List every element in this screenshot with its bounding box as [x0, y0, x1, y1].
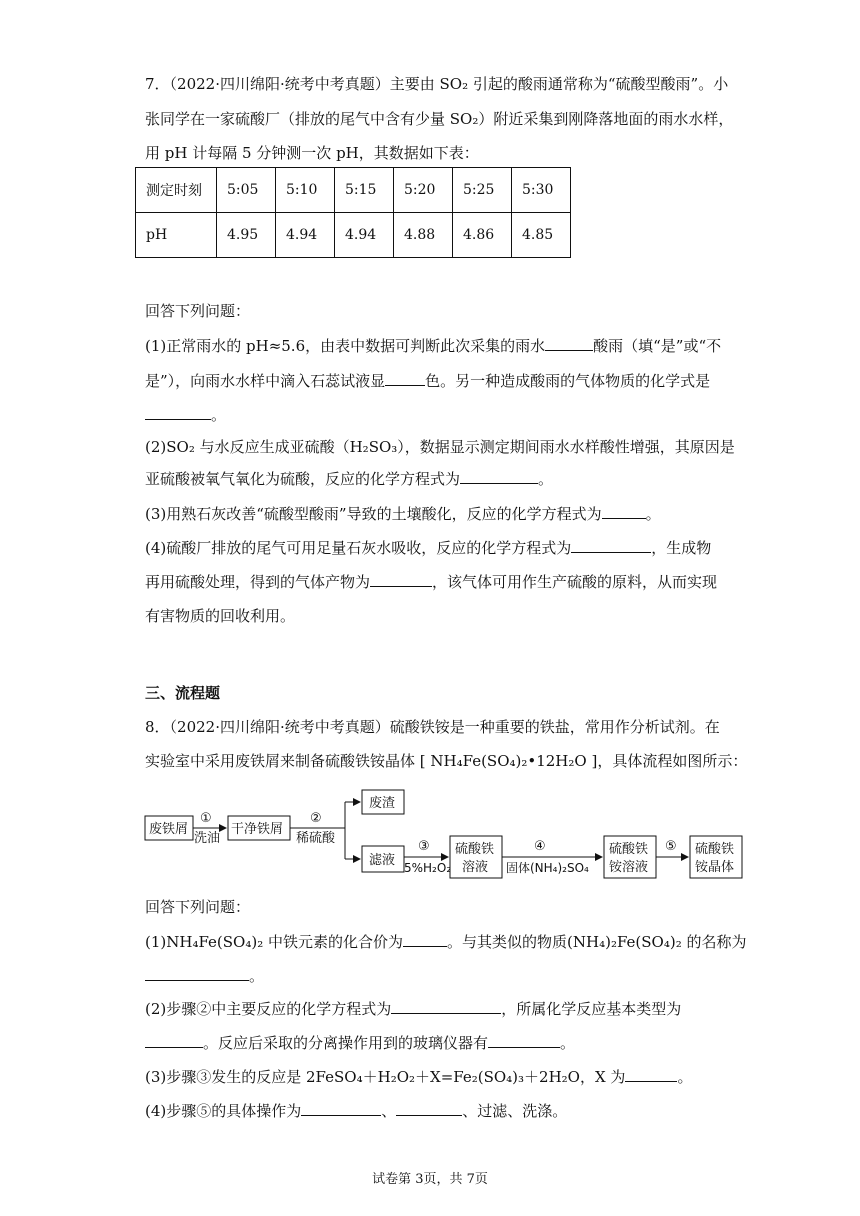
- q8-p2-d: 。: [560, 1034, 576, 1052]
- answer-blank[interactable]: [488, 1032, 560, 1048]
- q7-p1-d: 色。另一种造成酸雨的气体物质的化学式是: [425, 372, 711, 390]
- table-cell: 5:20: [394, 168, 453, 213]
- q7-p4-c: 再用硫酸处理，得到的气体产物为: [145, 573, 371, 591]
- q8-p3-a: (3)步骤③发生的反应是 2FeSO₄＋H₂O₂＋X=Fe₂(SO₄)₃＋2H₂O，X 为: [145, 1068, 626, 1086]
- q7-p2-a: (2)SO₂ 与水反应生成亚硫酸（H₂SO₃），数据显示测定期间雨水水样酸性增强，其原因是: [145, 438, 735, 456]
- q7-p3-a: (3)用熟石灰改善“硫酸型酸雨”导致的土壤酸化，反应的化学方程式为: [145, 505, 602, 523]
- q8-p1-b: 。与其类似的物质(NH₄)₂Fe(SO₄)₂ 的名称为: [447, 933, 747, 951]
- flow-step-number: ④: [534, 839, 546, 854]
- flow-step-label: 固体(NH₄)₂SO₄: [506, 861, 589, 875]
- answer-blank[interactable]: [145, 1032, 203, 1048]
- answer-blank[interactable]: [625, 1066, 677, 1082]
- flow-step-label: 洗油: [194, 831, 221, 846]
- table-cell: 5:30: [512, 168, 571, 213]
- table-cell: 测定时刻: [136, 168, 217, 213]
- q8-p4-b: 、: [381, 1102, 397, 1120]
- q8-p4-a: (4)步骤⑤的具体操作为: [145, 1102, 302, 1120]
- flow-step-number: ③: [418, 839, 430, 854]
- q7-p4-b: ，生成物: [651, 539, 712, 557]
- answer-blank[interactable]: [145, 965, 249, 981]
- q7-p1-e: 。: [211, 406, 227, 424]
- flow-box-label: 硫酸铁: [455, 842, 495, 857]
- q8-p1-a: (1)NH₄Fe(SO₄)₂ 中铁元素的化合价为: [145, 933, 404, 951]
- flow-box-label: 铵溶液: [609, 860, 649, 875]
- q8-part1-line2: [145, 965, 264, 987]
- q8-part2-line2: [145, 1032, 575, 1054]
- q7-p1-a: (1)正常雨水的 pH≈5.6，由表中数据可判断此次采集的雨水: [145, 337, 546, 355]
- flow-step-label: 5%H₂O₂: [404, 861, 452, 875]
- q8-p2-c: 。反应后采取的分离操作用到的玻璃仪器有: [203, 1034, 489, 1052]
- flow-step-number: ⑤: [665, 839, 677, 854]
- flow-step-label: 稀硫酸: [296, 831, 336, 846]
- table-cell: 4.94: [276, 213, 335, 258]
- q7-line3: 用 pH 计每隔 5 分钟测一次 pH，其数据如下表：: [145, 144, 479, 162]
- flow-step-number: ①: [200, 811, 212, 826]
- q8-p2-b: ，所属化学反应基本类型为: [501, 1000, 682, 1018]
- flow-step-number: ②: [310, 811, 322, 826]
- table-cell: 4.85: [512, 213, 571, 258]
- q7-p4-a: (4)硫酸厂排放的尾气可用足量石灰水吸收，反应的化学方程式为: [145, 539, 572, 557]
- table-cell: 4.94: [335, 213, 394, 258]
- q7-p3-b: 。: [645, 505, 661, 523]
- flow-box-label: 干净铁屑: [231, 822, 284, 837]
- q7-p2-c: 。: [538, 470, 554, 488]
- q7-line1: 7．（2022·四川绵阳·统考中考真题）主要由 SO₂ 引起的酸雨通常称为“硫酸型酸雨”。小: [145, 75, 729, 93]
- flow-box-label: 铵晶体: [695, 860, 735, 875]
- q8-p4-c: 、过滤、洗涤。: [462, 1102, 568, 1120]
- flow-box-label: 溶液: [462, 860, 489, 875]
- q8-line2: 实验室中采用废铁屑来制备硫酸铁铵晶体 [ NH₄Fe(SO₄)₂•12H₂O ]，具体流程如图所示：: [145, 752, 748, 770]
- q8-answer-intro: 回答下列问题：: [145, 898, 251, 916]
- answer-blank[interactable]: [403, 931, 447, 947]
- table-cell: 5:25: [453, 168, 512, 213]
- answer-blank[interactable]: [301, 1100, 381, 1116]
- q7-p4-d: ，该气体可用作生产硫酸的原料，从而实现: [432, 573, 718, 591]
- flow-box-label: 滤液: [369, 853, 396, 868]
- q8-line1: 8．（2022·四川绵阳·统考中考真题）硫酸铁铵是一种重要的铁盐，常用作分析试剂。在: [145, 718, 720, 736]
- page-footer: 试卷第 3页，共 7页: [372, 1172, 488, 1187]
- table-cell: 4.88: [394, 213, 453, 258]
- table-cell: 4.86: [453, 213, 512, 258]
- flow-box-label: 硫酸铁: [609, 842, 649, 857]
- q8-part1-line1: [145, 931, 747, 953]
- table-cell: 5:10: [276, 168, 335, 213]
- table-cell: 5:15: [335, 168, 394, 213]
- q7-p1-c: 是”），向雨水水样中滴入石蕊试液显: [145, 372, 386, 390]
- flow-box-label: 硫酸铁: [695, 842, 735, 857]
- q7-p4-e: 有害物质的回收利用。: [145, 607, 296, 625]
- table-cell: 5:05: [217, 168, 276, 213]
- q8-part2-line1: [145, 998, 681, 1020]
- section-heading: 三、流程题: [145, 684, 221, 702]
- q7-line2: 张同学在一家硫酸厂（排放的尾气中含有少量 SO₂）附近采集到刚降落地面的雨水水样，: [145, 110, 734, 128]
- q8-p1-c: 。: [249, 967, 265, 985]
- q8-p2-a: (2)步骤②中主要反应的化学方程式为: [145, 1000, 392, 1018]
- flow-box-label: 废铁屑: [149, 822, 189, 837]
- q7-p2-b: 亚硫酸被氧气氧化为硫酸，反应的化学方程式为: [145, 470, 461, 488]
- flow-box-label: 废渣: [369, 796, 396, 811]
- q8-p3-b: 。: [677, 1068, 693, 1086]
- table-cell: 4.95: [217, 213, 276, 258]
- answer-blank[interactable]: [391, 998, 501, 1014]
- q7-p1-b: 酸雨（填“是”或“不: [593, 337, 722, 355]
- q8-part3: [145, 1066, 692, 1088]
- q8-part4: [145, 1100, 567, 1122]
- answer-blank[interactable]: [396, 1100, 462, 1116]
- table-cell: pH: [136, 213, 217, 258]
- q7-answer-intro: 回答下列问题：: [145, 302, 251, 320]
